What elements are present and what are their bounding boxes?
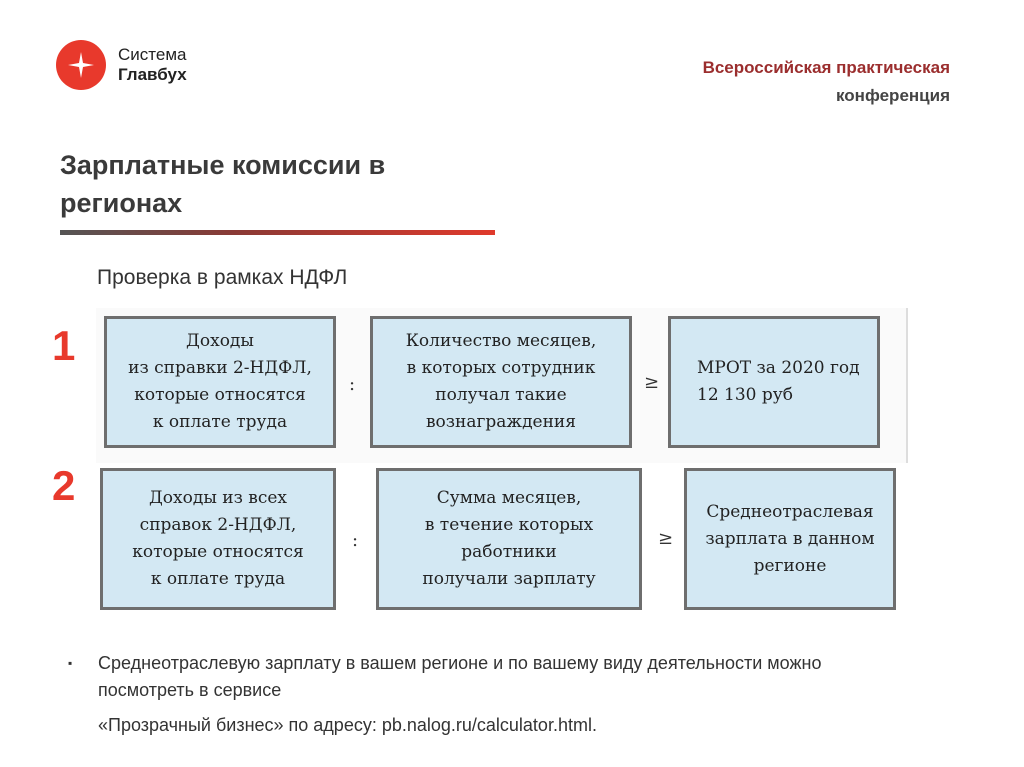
brand-name-line2: Главбух — [118, 65, 187, 84]
formula-1-compare-op: ≥ — [644, 372, 660, 393]
conference-line1: Всероссийская практическая — [702, 58, 950, 77]
formula-2-result: Среднеотраслевая зарплата в данном регионе — [684, 468, 896, 610]
formula-1-divide-op: : — [349, 374, 356, 395]
formula-2-denominator: Сумма месяцев, в течение которых работники получали зарплату — [376, 468, 642, 610]
formula-1-result: МРОТ за 2020 год 12 130 руб — [668, 316, 880, 448]
note-text-url: «Прозрачный бизнес» по адресу: pb.nalog.ru/calculator.html. — [98, 715, 597, 735]
formula-2-number: 2 — [52, 462, 76, 509]
formula-2-compare-op: ≥ — [658, 528, 674, 549]
title-underline — [60, 230, 495, 235]
section-subtitle: Проверка в рамках НДФЛ — [97, 266, 348, 289]
page-title: Зарплатные комиссии в регионах — [60, 150, 386, 218]
note-bullet-item — [68, 650, 848, 739]
formula-1-denominator: Количество месяцев, в которых сотрудник получал такие вознаграждения — [370, 316, 632, 448]
formula-2-divide-op: : — [352, 530, 359, 551]
brand-logo — [56, 40, 187, 90]
conference-label — [703, 54, 950, 110]
bullet-icon: ▪ — [68, 656, 73, 670]
sparkle-icon — [56, 40, 106, 90]
formula-1-numerator: Доходы из справки 2-НДФЛ, которые относятся к оплате труда — [104, 316, 336, 448]
formula-1-number: 1 — [52, 322, 76, 369]
brand-name-line1: Система — [118, 45, 187, 64]
note-text: Среднеотраслевую зарплату в вашем регионе и по вашему виду деятельности можно посмотреть в сервисе — [98, 653, 822, 700]
conference-line2: конференция — [836, 86, 950, 105]
formula-2-numerator: Доходы из всех справок 2-НДФЛ, которые относятся к оплате труда — [100, 468, 336, 610]
